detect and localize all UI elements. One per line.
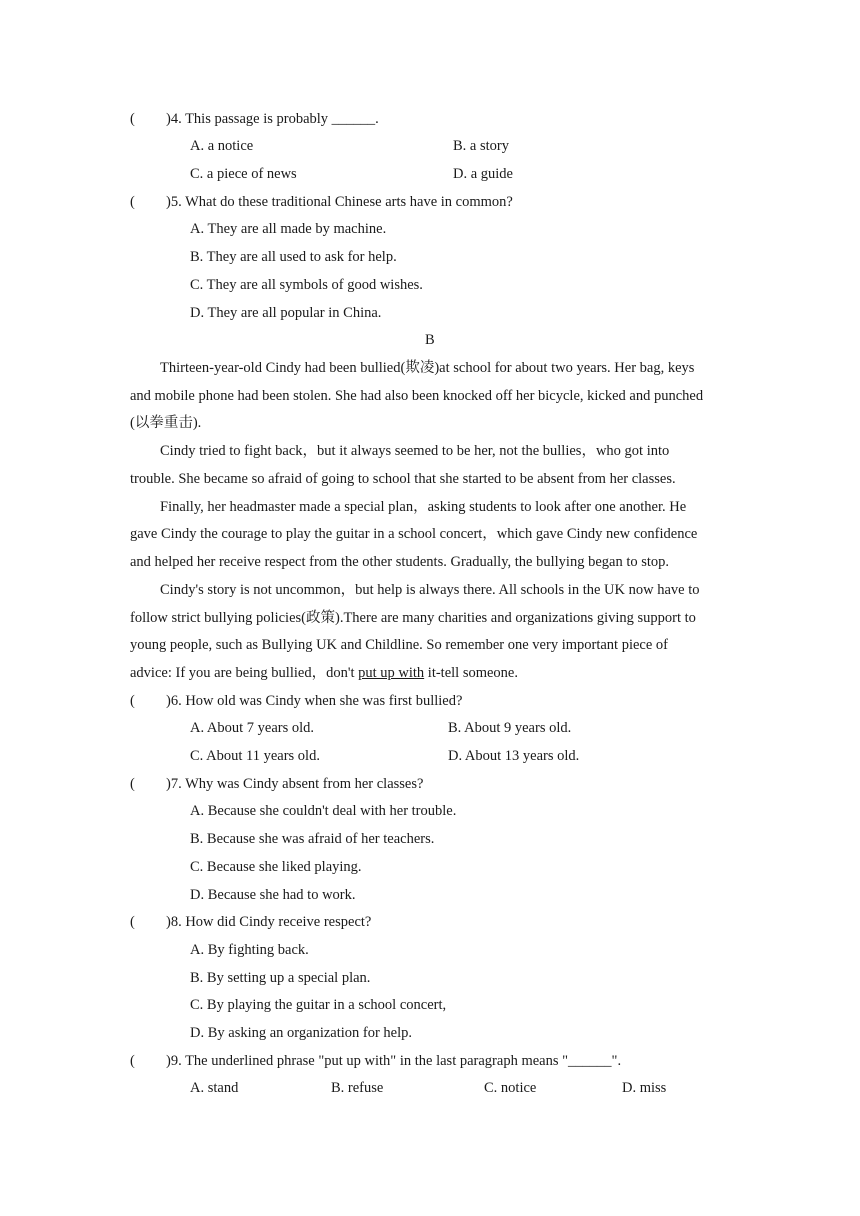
q4-option-b: B. a story <box>453 138 509 154</box>
q5-paren: ( <box>130 194 135 210</box>
q9-paren: ( <box>130 1053 135 1069</box>
section-heading-b: B <box>425 332 435 348</box>
q6-option-d: D. About 13 years old. <box>448 748 580 764</box>
passage-line: gave Cindy the courage to play the guitar in a school concert，which gave Cindy new confidence <box>130 526 698 542</box>
passage-line: and helped her receive respect from the other students. Gradually, the bullying began to stop. <box>130 554 670 570</box>
q9-stem: )9. The underlined phrase "put up with" in the last paragraph means "______". <box>166 1053 622 1069</box>
q8-option-c: C. By playing the guitar in a school concert, <box>190 997 447 1013</box>
q4-option-d: D. a guide <box>453 166 513 182</box>
q5-option-c: C. They are all symbols of good wishes. <box>190 277 423 293</box>
passage-line: Thirteen-year-old Cindy had been bullied(欺凌)at school for about two years. Her bag, keys <box>160 360 695 376</box>
q4-option-a: A. a notice <box>190 138 254 154</box>
passage-line: young people, such as Bullying UK and Childline. So remember one very important piece of <box>130 637 668 653</box>
q7-paren: ( <box>130 776 135 792</box>
q7-stem: )7. Why was Cindy absent from her classes? <box>166 776 424 792</box>
q4-paren: ( <box>130 111 135 127</box>
passage-line: (以拳重击). <box>130 415 202 431</box>
q6-option-c: C. About 11 years old. <box>190 748 320 764</box>
q9-option-d: D. miss <box>622 1080 667 1096</box>
q8-option-b: B. By setting up a special plan. <box>190 970 371 986</box>
q8-paren: ( <box>130 914 135 930</box>
passage-line: Cindy's story is not uncommon，but help is always there. All schools in the UK now have to <box>160 582 700 598</box>
passage-line: Cindy tried to fight back，but it always seemed to be her, not the bullies，who got into <box>160 443 670 459</box>
underlined-phrase: put up with <box>358 665 425 681</box>
q5-option-b: B. They are all used to ask for help. <box>190 249 397 265</box>
q9-option-b: B. refuse <box>331 1080 384 1096</box>
q7-option-a: A. Because she couldn't deal with her trouble. <box>190 803 457 819</box>
passage-line-last <box>130 664 518 682</box>
q7-option-b: B. Because she was afraid of her teachers. <box>190 831 435 847</box>
passage-line: and mobile phone had been stolen. She had also been knocked off her bicycle, kicked and punched <box>130 388 704 404</box>
q9-option-c: C. notice <box>484 1080 537 1096</box>
q5-option-a: A. They are all made by machine. <box>190 221 387 237</box>
q8-stem: )8. How did Cindy receive respect? <box>166 914 372 930</box>
passage-line: Finally, her headmaster made a special plan，asking students to look after one another. He <box>160 499 687 515</box>
q6-option-b: B. About 9 years old. <box>448 720 572 736</box>
passage-text: advice: If you are being bullied，don't <box>130 665 359 681</box>
passage-line: trouble. She became so afraid of going to school that she started to be absent from her classes. <box>130 471 676 487</box>
q4-stem: )4. This passage is probably ______. <box>166 111 379 127</box>
q4-option-c: C. a piece of news <box>190 166 297 182</box>
q7-option-c: C. Because she liked playing. <box>190 859 362 875</box>
passage-line: follow strict bullying policies(政策).There are many charities and organizations giving support to <box>130 610 696 626</box>
q6-stem: )6. How old was Cindy when she was first bullied? <box>166 693 463 709</box>
q6-option-a: A. About 7 years old. <box>190 720 315 736</box>
q5-stem: )5. What do these traditional Chinese arts have in common? <box>166 194 513 210</box>
q5-option-d: D. They are all popular in China. <box>190 305 382 321</box>
q8-option-a: A. By fighting back. <box>190 942 309 958</box>
q7-option-d: D. Because she had to work. <box>190 887 356 903</box>
q9-option-a: A. stand <box>190 1080 239 1096</box>
passage-text: it-tell someone. <box>424 665 518 681</box>
q6-paren: ( <box>130 693 135 709</box>
q8-option-d: D. By asking an organization for help. <box>190 1025 413 1041</box>
